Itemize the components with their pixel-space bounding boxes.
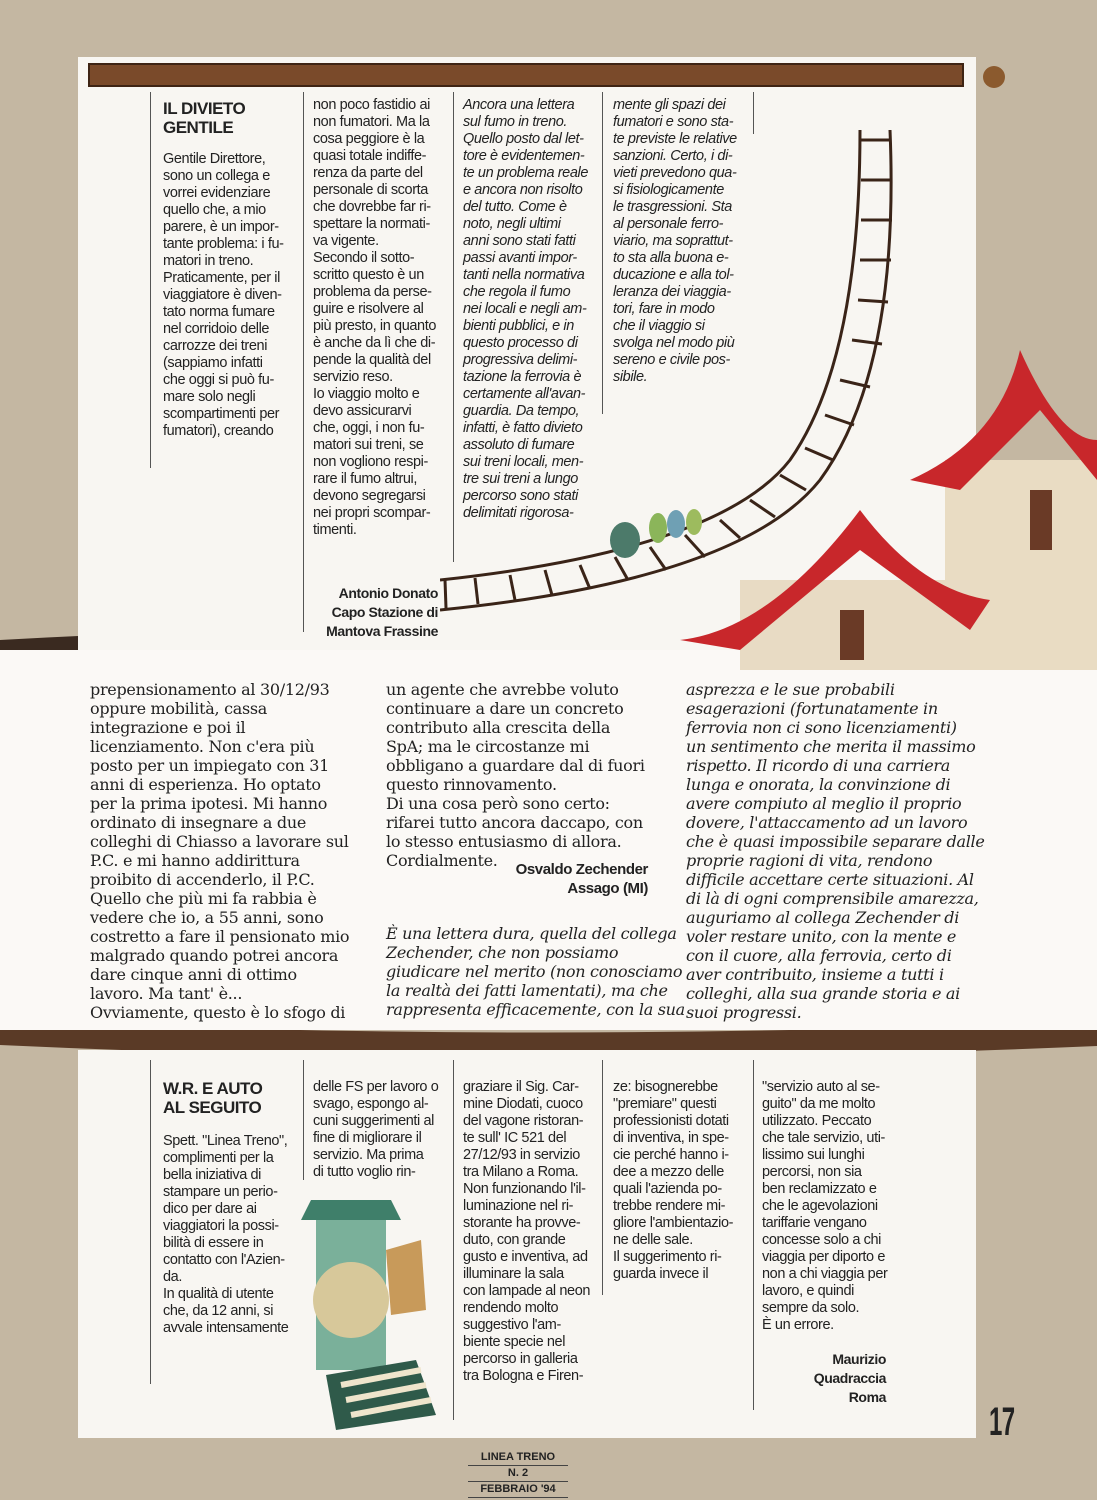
letter3-signature: Maurizio Quadraccia Roma (813, 1351, 886, 1405)
letter3-col1: Spett. "Linea Treno", complimenti per la bella iniziativa di stampare un perio- dico per dare ai viaggiatori la possi- bilità di essere in contatto con l'Azien- da. In qualità di utente che, da 12 anni, si avvale intensamente (163, 1133, 289, 1336)
letter1-title: IL DIVIETO GENTILE (163, 99, 246, 137)
letter3-col3: graziare il Sig. Car- mine Diodati, cuoco del vagone ristoran- te sull' IC 521 del 27/12/93 in servizio tra Milano a Roma. Non funzionando l'il- luminazione nel ri- storante ha provve- duto, con grande gusto e inventiva, ad illuminare la sala con lampade al neon rendendo molto suggestivo l'am- biente specie nel percorso in galleria tra Bologna e Firen- (463, 1079, 591, 1384)
teapot-illustration (296, 1180, 456, 1435)
footer-date: FEBBRAIO '94 (468, 1482, 568, 1498)
letter2-col1: prepensionamento al 30/12/93 oppure mobilità, cassa integrazione e poi il licenziamento. Non c'era più posto per un impiegato con 31 anni di esperienza. Ho optato per la prima ipotesi. Mi hanno ordinato di insegnare a due colleghi di Chiasso a lavorare sul P.C. e mi hanno addirittura proibito di accenderlo, il P.C. Quello che più mi fa rabbia è vedere che io, a 55 anni, sono costretto a fare il pensionato mio malgrado quando potrei ancora dare cinque anni di ottimo lavoro. Ma tant' è... Ovviamente, questo è lo sfogo di (90, 680, 350, 1022)
column-divider (753, 1060, 754, 1410)
letter1-reply-col4: mente gli spazi dei fumatori e sono sta- te previste le relative sanzioni. Certo, i di- vieti prevedono qua- si fisiologicamente le trasgressioni. Sta al personale ferro- viario, ma soprattut- to sta alla buona e- ducazione e alla tol- leranza dei viaggia- tori, fare in modo che il viaggio si svolga nel modo più sereno e civile pos- sibile. (613, 97, 737, 385)
footer-title: LINEA TRENO (468, 1450, 568, 1466)
letter1-signature: Antonio Donato Capo Stazione di Mantova Frassine (326, 585, 438, 639)
letter3-col2: delle FS per lavoro o svago, espongo al- cuni suggerimenti al fine di migliorare il servizio. Ma prima di tutto voglio rin- (313, 1079, 439, 1180)
magazine-footer (468, 1450, 568, 1498)
letter3-col4: ze: bisognerebbe "premiare" questi professionisti dotati di inventiva, in spe- cie perché hanno i- dee a mezzo delle quali l'azienda po- trebbe rendere mi- gliore l'ambientazio- ne delle sale. Il suggerimento ri- guarda invece il (613, 1079, 734, 1282)
letter1-reply-col3: Ancora una lettera sul fumo in treno. Quello posto dal let- tore è evidentemen- te un problema reale e ancora non risolto del tutto. Come è noto, negli ultimi anni sono stati fatti passi avanti impor- tanti nella normativa che regola il fumo nei locali e negli am- bienti pubblici, e in questo processo di progressiva delimi- tazione la ferrovia è certamente all'avan- guardia. Da tempo, infatti, è fatto divieto assoluto di fumare sui treni locali, men- tre sui treni a lungo percorso sono stati delimitati rigorosa- (463, 97, 588, 521)
column-divider (753, 92, 754, 134)
letter3-col5: "servizio auto al se- guito" da me molto utilizzato. Peccato che tale servizio, uti- lissimo sui lunghi percorsi, non sia ben reclamizzato e che le agevolazioni tariffarie vengano concesse solo a chi viaggia per diporto e non a chi viaggia per lavoro, e quindi sempre da solo. È un errore. (762, 1079, 888, 1333)
letter2-signature: Osvaldo Zechender Assago (MI) (515, 861, 648, 897)
letter2-col2: un agente che avrebbe voluto continuare a dare un concreto contributo alla crescita della SpA; ma le circostanze mi obbligano a guardare dal di fuori questo rinnovamento. Di una cosa però sono certo: rifarei tutto ancora daccapo, con lo stesso entusiasmo di allora. Cordialmente. (386, 680, 645, 870)
letter1-col2: non poco fastidio ai non fumatori. Ma la cosa peggiore è la quasi totale indiffe- renza da parte del personale di scorta che dovrebbe far ri- spettare la normati- va vigente. Secondo il sotto- scritto questo è un problema da perse- guire e risolvere al più presto, in quanto è anche da lì che di- pende la qualità del servizio reso. Io viaggio molto e devo assicurarvi che, oggi, i non fu- matori sui treni, se non vogliono respi- rare il fumo altrui, devono segregarsi nei propri scompar- timenti. (313, 97, 436, 538)
column-divider (453, 92, 454, 562)
letter2-reply-col2: È una lettera dura, quella del collega Zechender, che non possiamo giudicare nel merito (non conosciamo la realtà dei fatti lamentati), ma che rappresenta efficacemente, con la sua (386, 924, 685, 1019)
column-divider (453, 1060, 454, 1420)
footer-issue: N. 2 (468, 1466, 568, 1482)
column-divider (303, 92, 304, 632)
column-divider (303, 1060, 304, 1180)
letter3-title: W.R. E AUTO AL SEGUITO (163, 1079, 263, 1117)
column-divider (150, 1060, 151, 1384)
letter2-reply-col3: asprezza e le sue probabili esagerazioni (fortunatamente in ferrovia non ci sono licenziamenti) un sentimento che merita il massimo rispetto. Il ricordo di una carriera lunga e onorata, la convinzione di avere compiuto al meglio il proprio dovere, l'attaccamento ad un lavoro che è quasi impossibile separare dalle proprie ragioni di vita, rendono difficile accettare certe situazioni. Al di là di ogni comprensibile amarezza, auguriamo al collega Zechender di voler restare unito, con la mente e con il cuore, alla ferrovia, certo di aver contribuito, insieme a tutti i colleghi, alla sua grande storia e ai suoi progressi. (686, 680, 985, 1022)
letter1-col1: Gentile Direttore, sono un collega e vorrei evidenziare quello che, a mio parere, è un impor- tante problema: i fu- matori in treno. Praticamente, per il viaggiatore è diven- tato norma fumare nel corridoio delle carrozze dei treni (sappiamo infatti che oggi si può fu- mare solo negli scompartimenti per fumatori), creando (163, 151, 284, 439)
header-dot (983, 66, 1005, 88)
column-divider (602, 92, 603, 414)
page-number: 17 (989, 1400, 1015, 1444)
header-bar (88, 63, 964, 87)
column-divider (602, 1060, 603, 1295)
column-divider (150, 92, 151, 468)
